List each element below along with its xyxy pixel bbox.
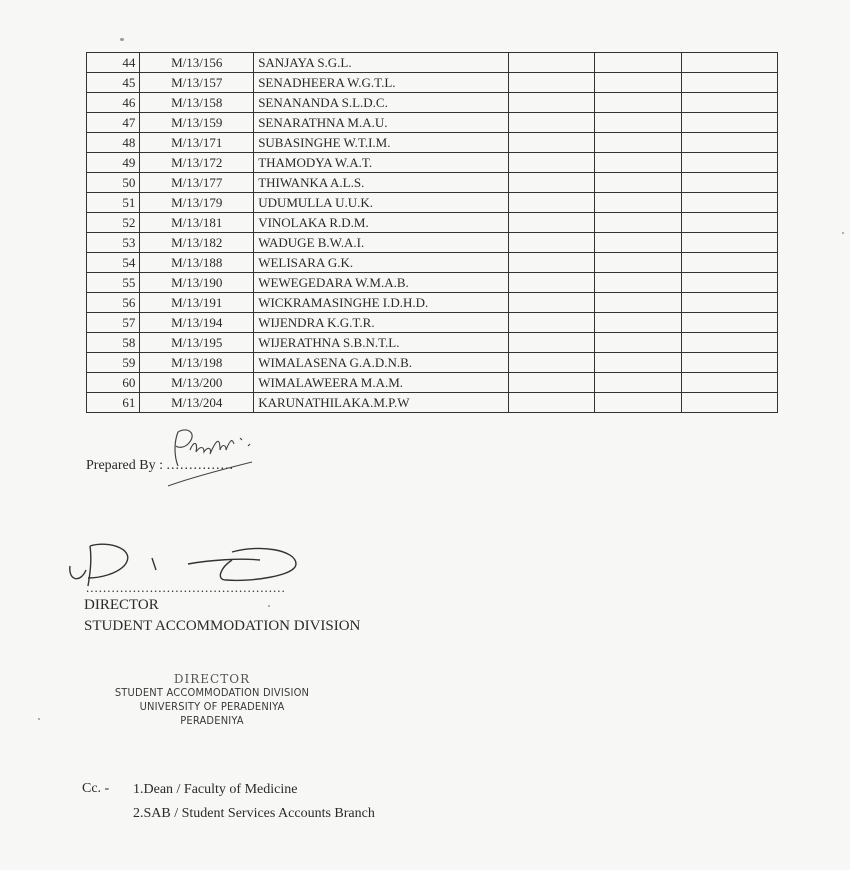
blank-cell (594, 153, 682, 173)
student-name: SENANANDA S.L.D.C. (254, 93, 509, 113)
cc-item-1: 1.Dean / Faculty of Medicine (133, 782, 298, 797)
row-number: 50 (87, 173, 140, 193)
student-name: WIMALASENA G.A.D.N.B. (254, 353, 509, 373)
blank-cell (509, 293, 595, 313)
student-name: WADUGE B.W.A.I. (254, 233, 509, 253)
table-row (87, 113, 778, 133)
table-row (87, 173, 778, 193)
row-number: 52 (87, 213, 140, 233)
student-name: SANJAYA S.G.L. (254, 53, 509, 73)
blank-cell (594, 333, 682, 353)
row-number: 51 (87, 193, 140, 213)
row-number: 58 (87, 333, 140, 353)
blank-cell (594, 253, 682, 273)
student-table-body (87, 53, 778, 413)
registration-number: M/13/194 (140, 313, 254, 333)
student-name: VINOLAKA R.D.M. (254, 213, 509, 233)
blank-cell (509, 153, 595, 173)
row-number: 49 (87, 153, 140, 173)
row-number: 46 (87, 93, 140, 113)
table-row (87, 133, 778, 153)
blank-cell (594, 313, 682, 333)
row-number: 47 (87, 113, 140, 133)
blank-cell (594, 353, 682, 373)
table-row (87, 233, 778, 253)
stamp-location: PERADENIYA (180, 714, 244, 727)
row-number: 57 (87, 313, 140, 333)
registration-number: M/13/156 (140, 53, 254, 73)
student-name: UDUMULLA U.U.K. (254, 193, 509, 213)
registration-number: M/13/198 (140, 353, 254, 373)
blank-cell (682, 213, 778, 233)
table-row (87, 333, 778, 353)
registration-number: M/13/204 (140, 393, 254, 413)
registration-number: M/13/195 (140, 333, 254, 353)
blank-cell (594, 213, 682, 233)
blank-cell (509, 253, 595, 273)
director-division: STUDENT ACCOMMODATION DIVISION (84, 618, 361, 634)
student-name: WIJENDRA K.G.T.R. (254, 313, 509, 333)
blank-cell (682, 353, 778, 373)
director-signature-line: ............................................... (86, 580, 286, 595)
registration-number: M/13/200 (140, 373, 254, 393)
blank-cell (682, 313, 778, 333)
blank-cell (594, 193, 682, 213)
table-row (87, 253, 778, 273)
table-row (87, 373, 778, 393)
student-name: WIJERATHNA S.B.N.T.L. (254, 333, 509, 353)
blank-cell (509, 353, 595, 373)
registration-number: M/13/172 (140, 153, 254, 173)
blank-cell (594, 73, 682, 93)
table-row (87, 193, 778, 213)
student-name: SENARATHNA M.A.U. (254, 113, 509, 133)
blank-cell (509, 53, 595, 73)
blank-cell (594, 293, 682, 313)
blank-cell (682, 333, 778, 353)
registration-number: M/13/179 (140, 193, 254, 213)
student-name: SUBASINGHE W.T.I.M. (254, 133, 509, 153)
table-row (87, 93, 778, 113)
table-row (87, 393, 778, 413)
blank-cell (509, 273, 595, 293)
row-number: 54 (87, 253, 140, 273)
blank-cell (509, 393, 595, 413)
table-row (87, 293, 778, 313)
blank-cell (509, 193, 595, 213)
row-number: 56 (87, 293, 140, 313)
blank-cell (682, 273, 778, 293)
blank-cell (682, 133, 778, 153)
blank-cell (682, 93, 778, 113)
registration-number: M/13/171 (140, 133, 254, 153)
prepared-by-label: Prepared By : (86, 458, 163, 473)
blank-cell (509, 373, 595, 393)
preparer-signature (160, 420, 270, 490)
table-row (87, 353, 778, 373)
blank-cell (682, 193, 778, 213)
row-number: 55 (87, 273, 140, 293)
registration-number: M/13/157 (140, 73, 254, 93)
registration-number: M/13/181 (140, 213, 254, 233)
blank-cell (594, 93, 682, 113)
row-number: 60 (87, 373, 140, 393)
scan-speck (268, 605, 270, 607)
registration-number: M/13/191 (140, 293, 254, 313)
blank-cell (594, 53, 682, 73)
blank-cell (682, 233, 778, 253)
blank-cell (509, 73, 595, 93)
student-name: THIWANKA A.L.S. (254, 173, 509, 193)
registration-number: M/13/190 (140, 273, 254, 293)
blank-cell (594, 173, 682, 193)
blank-cell (509, 133, 595, 153)
row-number: 53 (87, 233, 140, 253)
blank-cell (509, 313, 595, 333)
blank-cell (594, 393, 682, 413)
blank-cell (509, 233, 595, 253)
student-table (86, 52, 778, 413)
table-row (87, 273, 778, 293)
table-row (87, 213, 778, 233)
row-number: 45 (87, 73, 140, 93)
row-number: 44 (87, 53, 140, 73)
blank-cell (682, 173, 778, 193)
blank-cell (594, 133, 682, 153)
blank-cell (509, 213, 595, 233)
blank-cell (509, 333, 595, 353)
scan-speck (842, 232, 844, 234)
stamp-university: UNIVERSITY OF PERADENIYA (139, 700, 285, 713)
cc-item-2: 2.SAB / Student Services Accounts Branch (133, 806, 375, 821)
blank-cell (509, 113, 595, 133)
blank-cell (682, 253, 778, 273)
official-stamp (92, 672, 332, 728)
student-name: THAMODYA W.A.T. (254, 153, 509, 173)
registration-number: M/13/177 (140, 173, 254, 193)
blank-cell (682, 113, 778, 133)
student-name: WICKRAMASINGHE I.D.H.D. (254, 293, 509, 313)
student-name: WIMALAWEERA M.A.M. (254, 373, 509, 393)
registration-number: M/13/159 (140, 113, 254, 133)
blank-cell (509, 173, 595, 193)
student-name: KARUNATHILAKA.M.P.W (254, 393, 509, 413)
registration-number: M/13/182 (140, 233, 254, 253)
row-number: 59 (87, 353, 140, 373)
blank-cell (682, 153, 778, 173)
table-row (87, 153, 778, 173)
table-row (87, 53, 778, 73)
scan-speck (38, 718, 40, 720)
registration-number: M/13/158 (140, 93, 254, 113)
prepared-by-dots: ............... (166, 458, 234, 473)
student-name: SENADHEERA W.G.T.L. (254, 73, 509, 93)
blank-cell (682, 393, 778, 413)
blank-cell (594, 373, 682, 393)
registration-number: M/13/188 (140, 253, 254, 273)
table-row (87, 313, 778, 333)
scan-speck (120, 38, 124, 41)
row-number: 48 (87, 133, 140, 153)
stamp-title: DIRECTOR (173, 672, 251, 686)
blank-cell (594, 273, 682, 293)
blank-cell (594, 233, 682, 253)
blank-cell (509, 93, 595, 113)
cc-label: Cc. - (82, 781, 110, 796)
blank-cell (682, 293, 778, 313)
director-title: DIRECTOR (84, 597, 159, 613)
blank-cell (682, 73, 778, 93)
blank-cell (682, 53, 778, 73)
student-name: WEWEGEDARA W.M.A.B. (254, 273, 509, 293)
student-name: WELISARA G.K. (254, 253, 509, 273)
stamp-division: STUDENT ACCOMMODATION DIVISION (114, 686, 310, 699)
table-row (87, 73, 778, 93)
blank-cell (594, 113, 682, 133)
blank-cell (682, 373, 778, 393)
row-number: 61 (87, 393, 140, 413)
